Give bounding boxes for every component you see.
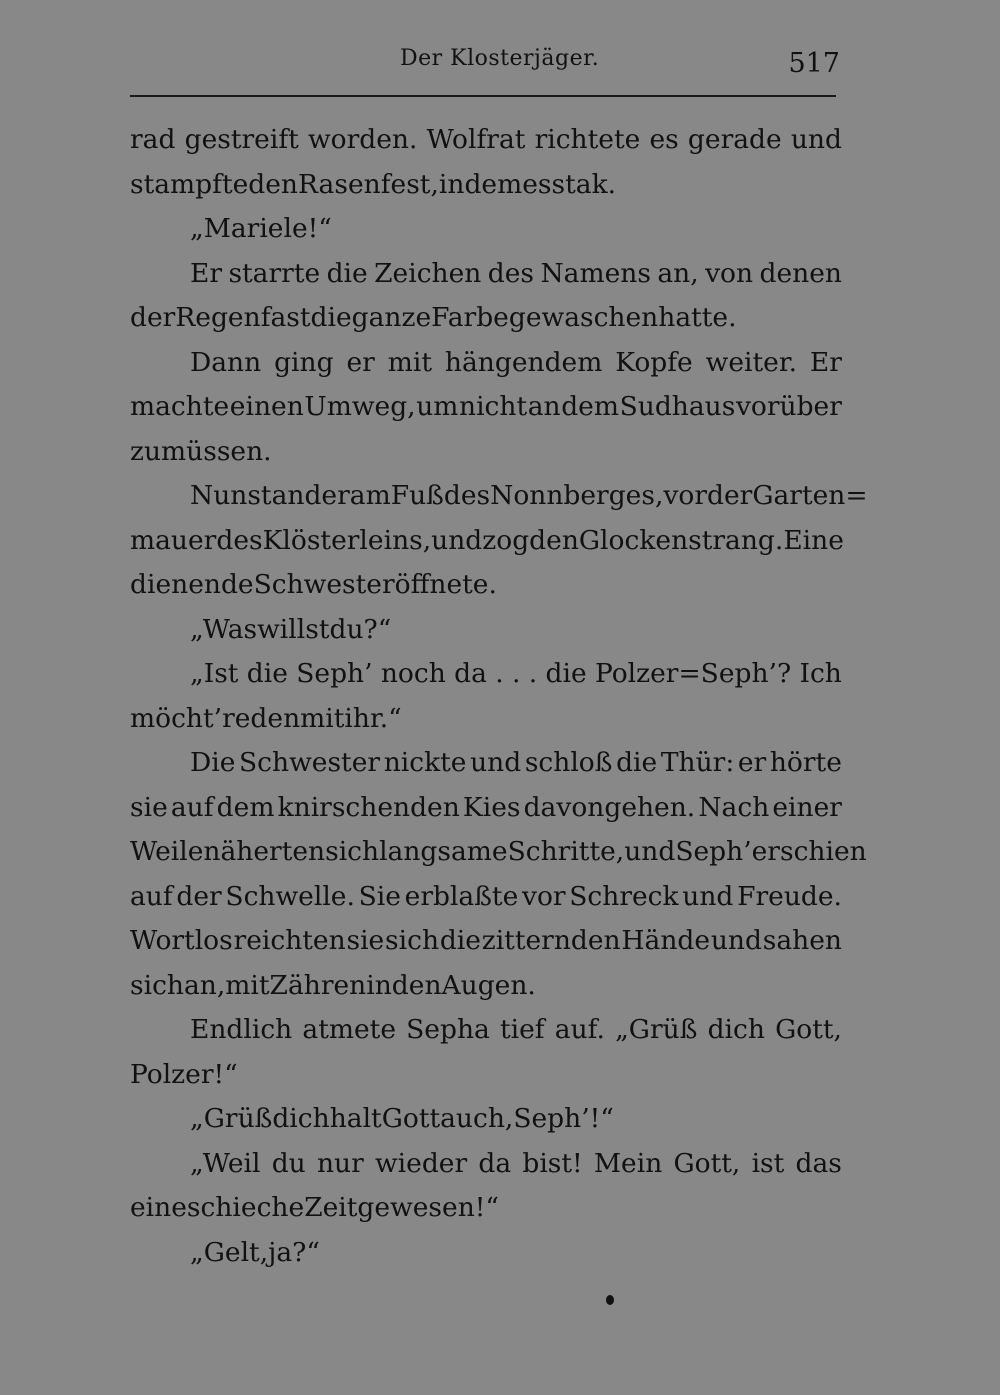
word: Dann xyxy=(190,346,262,378)
word: vorüber xyxy=(735,391,842,422)
word: zitternden xyxy=(481,925,621,956)
word: Schreck xyxy=(569,880,679,912)
word: Schwester xyxy=(239,747,381,778)
word: den xyxy=(248,168,298,200)
word: zu xyxy=(130,435,162,467)
word: reichten xyxy=(233,925,346,956)
word: Endlich xyxy=(190,1014,293,1045)
word: auf. xyxy=(554,1014,605,1045)
word: erschien xyxy=(751,836,867,867)
word: Gott, xyxy=(775,1014,842,1045)
word: Seph’ xyxy=(296,658,373,689)
word: und xyxy=(790,124,842,155)
word: hörte xyxy=(769,747,842,778)
header-rule xyxy=(130,95,836,97)
word: sich xyxy=(385,925,440,956)
word: willst xyxy=(257,613,330,645)
word: eine xyxy=(130,1192,187,1223)
word: erblaßte xyxy=(404,880,519,912)
word: hatte. xyxy=(658,302,737,333)
text-line xyxy=(130,1014,842,1059)
word: in xyxy=(366,969,392,1001)
word: dem xyxy=(561,391,619,422)
word: „Ist xyxy=(190,658,239,689)
word: er xyxy=(737,747,767,778)
word: Sudhaus xyxy=(619,391,736,422)
word: Rasen xyxy=(298,168,381,200)
word: Nach xyxy=(698,791,770,823)
word: schieche xyxy=(186,1192,305,1223)
word: und xyxy=(710,925,762,956)
text-line xyxy=(130,1148,842,1193)
word: des xyxy=(487,257,535,289)
text-line xyxy=(130,703,842,748)
word: gerade xyxy=(687,124,782,155)
text-line xyxy=(130,614,842,659)
word: Hände xyxy=(621,925,711,956)
word: sich xyxy=(325,836,380,867)
text-line xyxy=(130,792,842,837)
word: Sie xyxy=(358,880,401,912)
word: Zähren xyxy=(269,969,367,1001)
word: Umweg, xyxy=(304,391,416,422)
ink-dot xyxy=(606,1295,614,1305)
word: „Grüß xyxy=(190,1103,273,1134)
word: müssen. xyxy=(161,435,272,467)
word: an, xyxy=(183,969,226,1001)
word: ihr.“ xyxy=(344,702,402,734)
word: worden. xyxy=(307,124,418,155)
word: Kies xyxy=(462,791,521,823)
word: halt xyxy=(329,1103,382,1134)
text-line xyxy=(130,525,842,570)
text-line xyxy=(130,391,842,436)
body-text xyxy=(130,124,868,1281)
word: auf xyxy=(170,791,214,823)
word: nickte xyxy=(383,747,467,778)
word: „Weil xyxy=(190,1147,261,1179)
word: er xyxy=(321,480,350,511)
text-line xyxy=(130,569,842,614)
word: Schritte, xyxy=(507,836,625,867)
word: Thür: xyxy=(660,747,735,778)
word: Farbe xyxy=(431,302,509,333)
word: in xyxy=(438,168,465,200)
word: dich xyxy=(707,1014,765,1045)
word: den xyxy=(529,524,579,556)
word: noch xyxy=(380,658,446,689)
word: wieder xyxy=(375,1147,468,1179)
word: sich xyxy=(130,969,184,1001)
word: Er xyxy=(190,257,223,289)
word: Sepha xyxy=(406,1014,490,1045)
word: knirschenden xyxy=(277,791,460,823)
text-line xyxy=(130,124,842,169)
word: gewesen!“ xyxy=(357,1192,499,1223)
word: gewaschen xyxy=(508,302,659,333)
word: Mein xyxy=(593,1147,663,1179)
word: Regen xyxy=(175,302,261,333)
word: reden xyxy=(222,702,301,734)
word: das xyxy=(795,1147,842,1179)
word: Augen. xyxy=(441,969,536,1001)
word: Gott, xyxy=(673,1147,741,1179)
word: Nun xyxy=(190,480,248,511)
text-line xyxy=(130,925,842,970)
word: an xyxy=(527,391,561,422)
word: Polzer!“ xyxy=(130,1058,238,1090)
word: und xyxy=(431,524,483,556)
word: mauer xyxy=(130,524,217,556)
word: des xyxy=(443,480,491,511)
word: die xyxy=(439,925,481,956)
word: Fuß xyxy=(390,480,444,511)
word: . xyxy=(495,658,504,689)
word: Schwelle. xyxy=(225,880,355,912)
word: zog xyxy=(482,524,530,556)
word: Seph’!“ xyxy=(513,1103,614,1134)
word: du?“ xyxy=(329,613,392,645)
word: mit xyxy=(387,346,433,378)
word: Wolfrat xyxy=(426,124,526,155)
word: Weile xyxy=(130,836,204,867)
word: der xyxy=(130,302,176,333)
word: mit xyxy=(300,702,345,734)
text-line xyxy=(130,1103,842,1148)
word: Freude. xyxy=(737,880,842,912)
word: auf xyxy=(130,880,173,912)
word: der xyxy=(176,880,222,912)
word: dem xyxy=(464,168,523,200)
word: an, xyxy=(657,257,699,289)
text-line xyxy=(130,970,842,1015)
page-header xyxy=(130,42,842,82)
word: es xyxy=(649,124,679,155)
text-line xyxy=(130,302,842,347)
word: und xyxy=(682,880,734,912)
text-line xyxy=(130,836,867,881)
word: einer xyxy=(772,791,842,823)
word: es xyxy=(522,168,552,200)
word: Glockenstrang. xyxy=(578,524,784,556)
word: nur xyxy=(316,1147,364,1179)
word: sie xyxy=(130,791,168,823)
word: möcht’ xyxy=(130,702,223,734)
word: einen xyxy=(229,391,304,422)
word: „Was xyxy=(190,613,258,645)
text-line xyxy=(130,347,842,392)
word: ging xyxy=(274,346,334,378)
word: Garten= xyxy=(752,480,868,511)
word: Zeit xyxy=(304,1192,358,1223)
word: hängendem xyxy=(444,346,603,378)
word: . xyxy=(511,658,521,689)
word: weiter. xyxy=(705,346,798,378)
word: den xyxy=(391,969,442,1001)
word: Polzer=Seph’? xyxy=(594,658,792,689)
word: Gott xyxy=(381,1103,441,1134)
text-line xyxy=(130,1192,842,1237)
word: ja?“ xyxy=(268,1236,320,1268)
word: Nonnberges, xyxy=(490,480,664,511)
word: stand xyxy=(247,480,322,511)
word: ganze xyxy=(351,302,432,333)
word: gestreift xyxy=(184,124,299,155)
text-line xyxy=(130,480,868,525)
word: da xyxy=(454,658,487,689)
word: Namens xyxy=(540,257,651,289)
word: atmete xyxy=(302,1014,396,1045)
text-line xyxy=(130,1059,842,1104)
word: starrte xyxy=(228,257,321,289)
text-line xyxy=(130,881,842,926)
word: dem xyxy=(216,791,275,823)
word: die xyxy=(616,747,658,778)
word: die xyxy=(246,658,288,689)
word: „Mariele!“ xyxy=(190,213,332,244)
page-number: 517 xyxy=(788,48,840,79)
word: vor xyxy=(663,480,707,511)
word: um xyxy=(416,391,459,422)
word: da xyxy=(478,1147,512,1179)
word: richtete xyxy=(534,124,641,155)
word: sie xyxy=(346,925,385,956)
word: Ich xyxy=(799,658,842,689)
text-line xyxy=(130,1237,842,1282)
word: öffnete. xyxy=(394,569,497,600)
word: Wortlos xyxy=(130,925,233,956)
text-line xyxy=(130,436,842,481)
word: langsame xyxy=(379,836,508,867)
word: Er xyxy=(809,346,842,378)
word: nicht xyxy=(459,391,528,422)
word: Klösterleins, xyxy=(262,524,432,556)
word: tief xyxy=(499,1014,545,1045)
word: des xyxy=(216,524,263,556)
word: fest, xyxy=(380,168,439,200)
word: der xyxy=(706,480,753,511)
word: stak. xyxy=(551,168,617,200)
word: und xyxy=(470,747,522,778)
word: er xyxy=(346,346,375,378)
word: stampfte xyxy=(130,168,249,200)
word: dich xyxy=(272,1103,330,1134)
word: . xyxy=(528,658,538,689)
text-line xyxy=(130,213,842,258)
word: denen xyxy=(759,257,842,289)
text-line xyxy=(130,169,842,214)
word: näherten xyxy=(203,836,326,867)
word: machte xyxy=(130,391,230,422)
word: die xyxy=(310,302,352,333)
text-line xyxy=(130,747,842,792)
word: sahen xyxy=(762,925,842,956)
word: ist xyxy=(751,1147,785,1179)
word: dienende xyxy=(130,569,254,600)
word: die xyxy=(326,257,368,289)
word: Die xyxy=(190,747,236,778)
word: Kopfe xyxy=(615,346,693,378)
word: „Grüß xyxy=(615,1014,698,1045)
word: mit xyxy=(225,969,270,1001)
word: Schwester xyxy=(253,569,395,600)
word: am xyxy=(349,480,391,511)
word: vor xyxy=(521,880,566,912)
running-title: Der Klosterjäger. xyxy=(400,46,600,71)
word: fast xyxy=(260,302,311,333)
word: Zeichen xyxy=(374,257,482,289)
word: Seph’ xyxy=(675,836,752,867)
word: bist! xyxy=(522,1147,583,1179)
word: rad xyxy=(130,124,176,155)
word: die xyxy=(545,658,587,689)
word: Eine xyxy=(783,524,844,556)
word: „Gelt, xyxy=(190,1236,269,1268)
word: davongehen. xyxy=(523,791,696,823)
word: von xyxy=(705,257,754,289)
text-line xyxy=(130,658,842,703)
word: du xyxy=(271,1147,306,1179)
word: auch, xyxy=(440,1103,514,1134)
word: und xyxy=(624,836,676,867)
word: schloß xyxy=(524,747,613,778)
text-line xyxy=(130,258,842,303)
